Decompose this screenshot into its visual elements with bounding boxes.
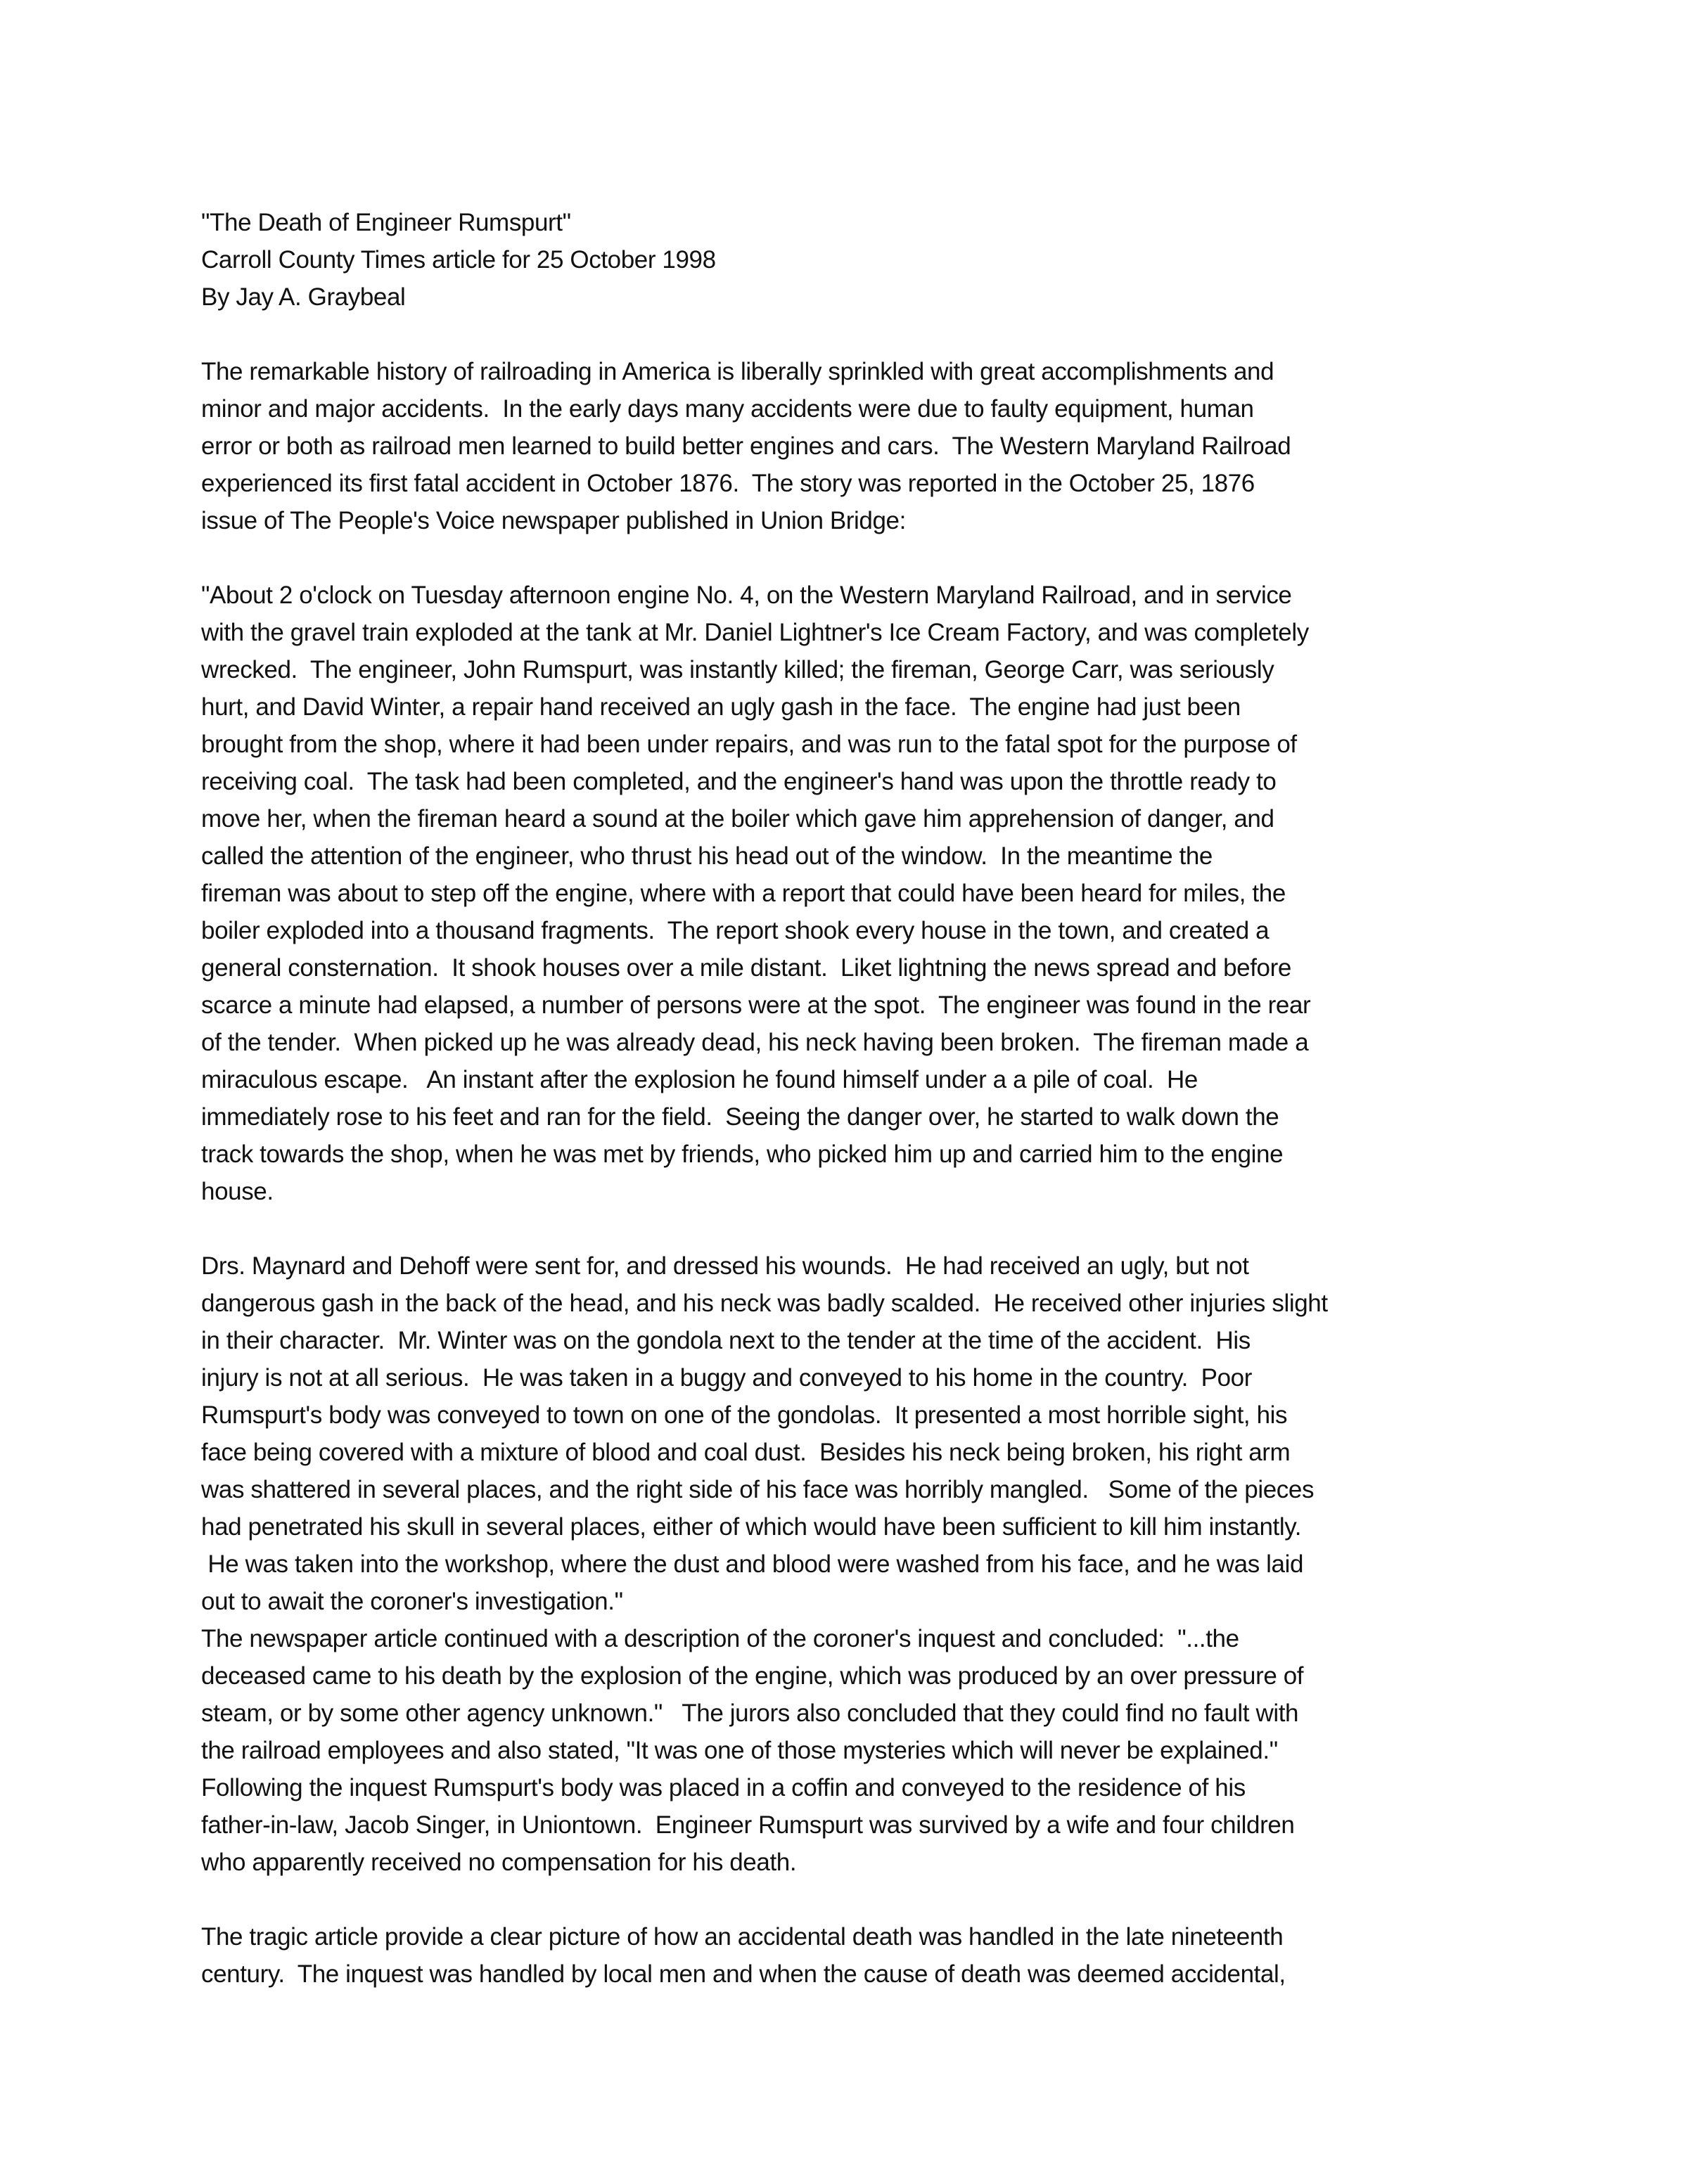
paragraph-line: boiler exploded into a thousand fragments. The report shook every house in the town, and created a <box>201 917 1270 944</box>
paragraph-line: hurt, and David Winter, a repair hand received an ugly gash in the face. The engine had just been <box>201 693 1241 721</box>
paragraph-line: Following the inquest Rumspurt's body was placed in a coffin and conveyed to the residence of his <box>201 1774 1246 1801</box>
paragraph-line: move her, when the fireman heard a sound at the boiler which gave him apprehension of danger, and <box>201 805 1274 833</box>
paragraph-line: steam, or by some other agency unknown." The jurors also concluded that they could find no fault with <box>201 1700 1299 1727</box>
document-body <box>201 204 1523 1993</box>
paragraph-line: Rumspurt's body was conveyed to town on one of the gondolas. It presented a most horrible sight, his <box>201 1401 1288 1429</box>
header-line: By Jay A. Graybeal <box>201 283 406 311</box>
paragraph-line: who apparently received no compensation for his death. <box>201 1849 797 1876</box>
paragraph-line: in their character. Mr. Winter was on the gondola next to the tender at the time of the accident. His <box>201 1327 1251 1354</box>
paragraph-line: fireman was about to step off the engine, where with a report that could have been heard for miles, the <box>201 880 1286 907</box>
paragraph-line: called the attention of the engineer, who thrust his head out of the window. In the meantime the <box>201 842 1213 870</box>
paragraph-line: brought from the shop, where it had been under repairs, and was run to the fatal spot for the purpose of <box>201 731 1297 758</box>
paragraph-line: Drs. Maynard and Dehoff were sent for, and dressed his wounds. He had received an ugly, but not <box>201 1252 1249 1280</box>
paragraph-line: "About 2 o'clock on Tuesday afternoon engine No. 4, on the Western Maryland Railroad, and in service <box>201 582 1292 609</box>
paragraph-line: injury is not at all serious. He was taken in a buggy and conveyed to his home in the country. Poor <box>201 1364 1252 1392</box>
paragraph-line: deceased came to his death by the explosion of the engine, which was produced by an over pressure of <box>201 1662 1304 1690</box>
paragraph-line: track towards the shop, when he was met by friends, who picked him up and carried him to the engine <box>201 1141 1284 1168</box>
paragraph-line: general consternation. It shook houses over a mile distant. Liket lightning the news spread and before <box>201 954 1291 982</box>
article-title: "The Death of Engineer Rumspurt" <box>201 209 571 236</box>
paragraph-line: house. <box>201 1178 274 1205</box>
paragraph-line: experienced its first fatal accident in October 1876. The story was reported in the October 25, 1876 <box>201 470 1255 497</box>
paragraph-line: father-in-law, Jacob Singer, in Uniontown. Engineer Rumspurt was survived by a wife and four children <box>201 1811 1295 1839</box>
paragraph-line: miraculous escape. An instant after the explosion he found himself under a a pile of coal. He <box>201 1066 1198 1093</box>
paragraph-line: of the tender. When picked up he was already dead, his neck having been broken. The fireman made a <box>201 1029 1309 1056</box>
paragraph-line: with the gravel train exploded at the tank at Mr. Daniel Lightner's Ice Cream Factory, and was completely <box>201 619 1309 646</box>
paragraph-line: He was taken into the workshop, where the dust and blood were washed from his face, and he was laid <box>201 1550 1304 1578</box>
paragraph-line: The newspaper article continued with a description of the coroner's inquest and concluded: "...the <box>201 1625 1239 1652</box>
paragraph-line: face being covered with a mixture of blood and coal dust. Besides his neck being broken, his right arm <box>201 1439 1291 1466</box>
paragraph-line: was shattered in several places, and the right side of his face was horribly mangled. Some of the pieces <box>201 1476 1315 1503</box>
paragraph-gap <box>201 1210 1523 1247</box>
paragraph-line: dangerous gash in the back of the head, and his neck was badly scalded. He received other injuries slight <box>201 1290 1328 1317</box>
paragraph-line: century. The inquest was handled by local men and when the cause of death was deemed accidental, <box>201 1960 1286 1988</box>
paragraph-gap <box>201 1881 1523 1918</box>
header-line: Carroll County Times article for 25 October 1998 <box>201 246 716 274</box>
paragraph-line: receiving coal. The task had been completed, and the engineer's hand was upon the throttle ready to <box>201 768 1277 795</box>
paragraph-gap <box>201 316 1523 353</box>
paragraph-line: out to await the coroner's investigation." <box>201 1588 623 1615</box>
paragraph-line: wrecked. The engineer, John Rumspurt, was instantly killed; the fireman, George Carr, was seriously <box>201 656 1274 683</box>
paragraph-line: scarce a minute had elapsed, a number of persons were at the spot. The engineer was found in the rear <box>201 991 1311 1019</box>
paragraph-gap <box>201 539 1523 577</box>
paragraph-line: the railroad employees and also stated, "It was one of those mysteries which will never be explained." <box>201 1737 1278 1764</box>
paragraph-line: error or both as railroad men learned to build better engines and cars. The Western Maryland Railroad <box>201 432 1291 460</box>
paragraph-line: minor and major accidents. In the early days many accidents were due to faulty equipment, human <box>201 395 1254 423</box>
paragraph-line: immediately rose to his feet and ran for the field. Seeing the danger over, he started to walk down the <box>201 1103 1279 1131</box>
paragraph-line: issue of The People's Voice newspaper published in Union Bridge: <box>201 507 906 534</box>
paragraph-line: The tragic article provide a clear picture of how an accidental death was handled in the late nineteenth <box>201 1923 1284 1951</box>
paragraph-line: had penetrated his skull in several places, either of which would have been sufficient to kill him instantly. <box>201 1513 1302 1541</box>
paragraph-line: The remarkable history of railroading in America is liberally sprinkled with great accomplishments and <box>201 358 1274 385</box>
